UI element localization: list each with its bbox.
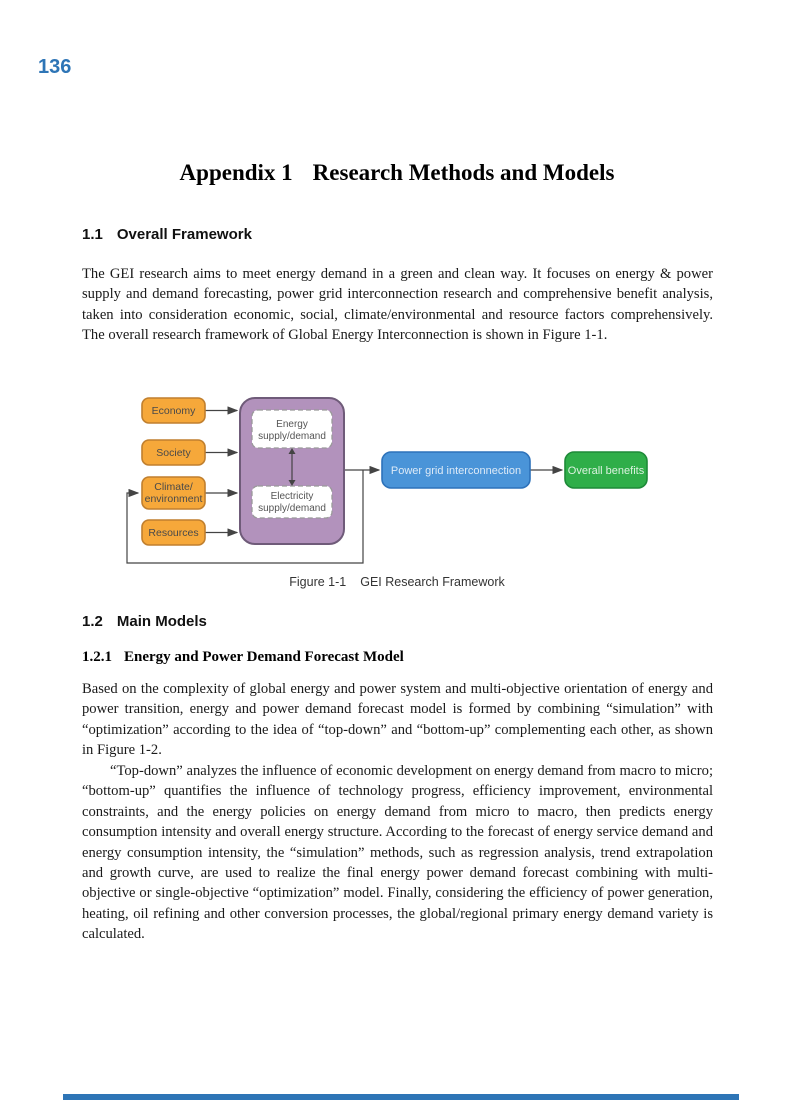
page-number: 136 <box>38 56 72 78</box>
heading-1-2-text: Main Models <box>116 613 207 630</box>
appendix-title <box>0 160 794 186</box>
climate-node-label-line2: environment <box>144 493 203 505</box>
figure-1-1-caption <box>0 575 794 589</box>
heading-1-1-number: 1.1 <box>82 226 103 243</box>
heading-1-2-1-number: 1.2.1 <box>82 649 112 665</box>
climate-node-label-line1: Climate/ <box>154 481 193 493</box>
heading-1-2-1 <box>82 649 404 666</box>
paragraph-forecast-model-1: Based on the complexity of global energy and power system and multi-objective orientation of energy and power transition, energy and power demand forecast model is formed by combining “simulation” with “optimization” according to the idea of “top-down” and “bottom-up” complementing each other, as shown in Figure 1-2. <box>82 681 713 759</box>
appendix-title-number: Appendix 1 <box>179 160 293 185</box>
heading-1-2 <box>82 613 207 630</box>
appendix-title-text: Research Methods and Models <box>312 160 615 185</box>
paragraph-overall-framework: The GEI research aims to meet energy demand in a green and clean way. It focuses on energy & power supply and demand forecasting, power grid interconnection research and comprehensive benefit analysis, taken into consideration economic, social, climate/environmental and resource factors comprehensively. The overall research framework of Global Energy Interconnection is shown in Figure 1-1. <box>82 266 713 344</box>
electricity-box-label-line2: supply/demand <box>258 503 326 514</box>
power-grid-node-label: Power grid interconnection <box>390 465 522 477</box>
resources-node-label: Resources <box>148 527 199 539</box>
energy-box-label-line1: Energy <box>276 419 308 430</box>
economy-node-label: Economy <box>151 405 196 417</box>
electricity-box-label-line1: Electricity <box>270 491 314 502</box>
heading-1-1 <box>82 226 252 243</box>
paragraph-forecast-model-2: “Top-down” analyzes the influence of economic development on energy demand from macro to micro; “bottom-up” quantifies the influence of technology progress, efficiency improvement, environmental constraints, and the energy policies on energy demand from micro to macro, then predicts energy consumption intensity and overall energy structure. According to the forecast of energy service demand and energy consumption intensity, the “simulation” methods, such as regression analysis, trend extrapolation and growth curve, are used to realize the final energy power demand forecast combining with multi-objective or single-objective “optimization” model. Finally, considering the efficiency of power generation, heating, oil refining and other conversion processes, the global/regional primary energy demand variety is calculated. <box>82 763 713 943</box>
heading-1-1-text: Overall Framework <box>116 226 252 243</box>
heading-1-2-1-text: Energy and Power Demand Forecast Model <box>124 649 404 665</box>
figure-1-1-diagram <box>0 390 700 574</box>
figure-caption-text: GEI Research Framework <box>360 575 505 589</box>
figure-caption-label: Figure 1-1 <box>289 575 347 589</box>
heading-1-2-number: 1.2 <box>82 613 103 630</box>
society-node-label: Society <box>156 447 191 459</box>
overall-benefits-node-label: Overall benefits <box>567 465 645 477</box>
energy-box-label-line2: supply/demand <box>258 431 326 442</box>
footer-rule <box>63 1094 739 1100</box>
